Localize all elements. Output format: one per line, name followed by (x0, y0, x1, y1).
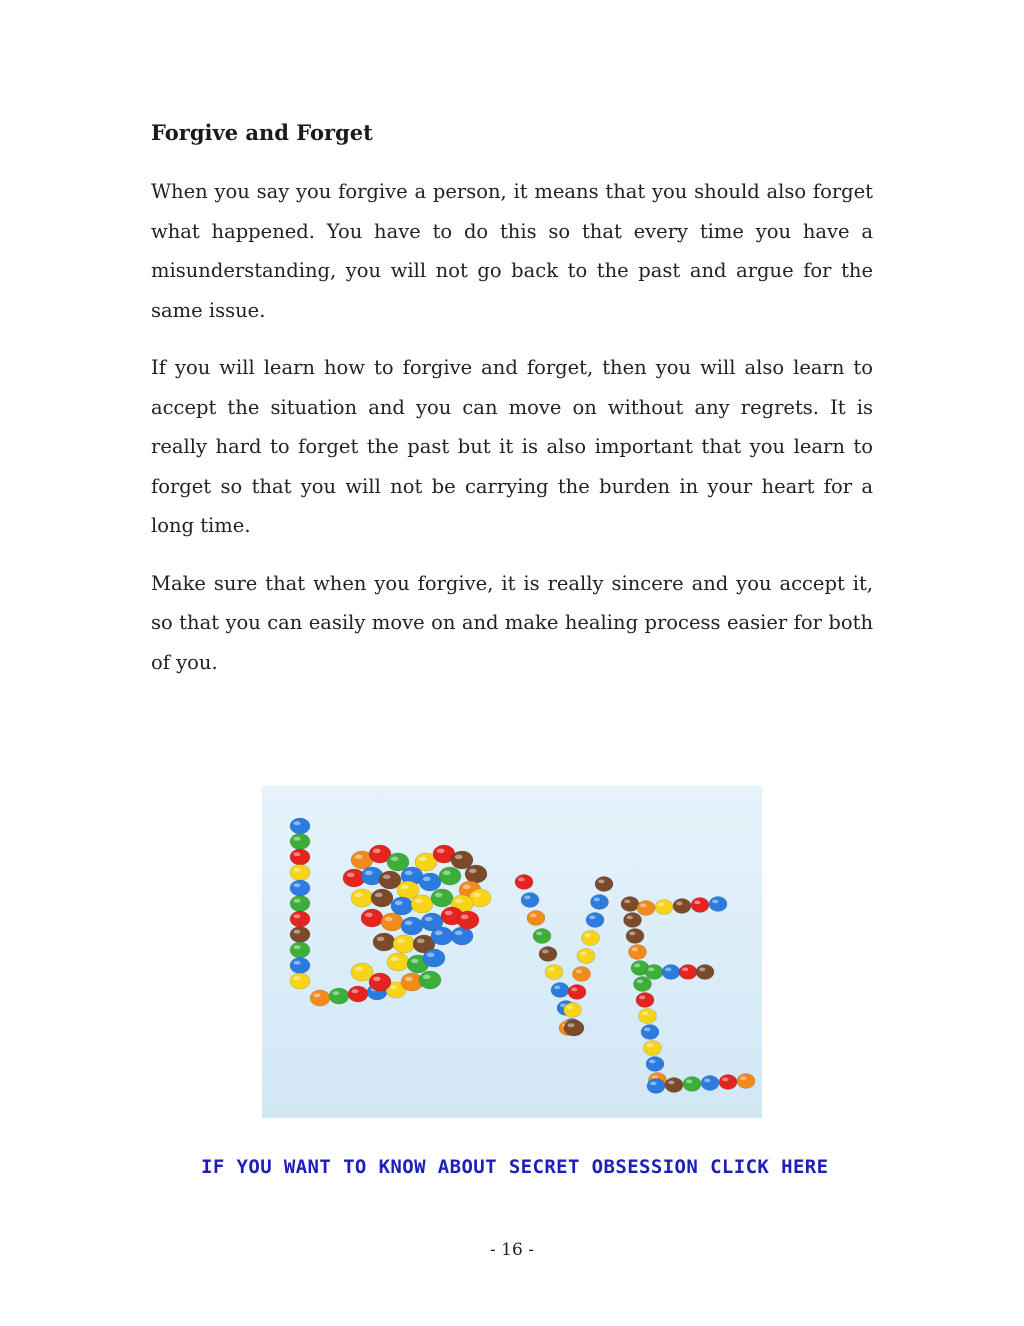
candy-highlight (415, 899, 423, 904)
body-text (151, 172, 873, 700)
candy-highlight (352, 989, 359, 993)
candy-highlight (634, 964, 640, 968)
candy (515, 875, 533, 890)
candy-highlight (385, 917, 393, 922)
candy-highlight (423, 877, 431, 882)
candy (636, 993, 654, 1008)
candy-highlight (405, 871, 413, 876)
candy (639, 1009, 657, 1024)
candy (451, 927, 473, 945)
candy (545, 965, 563, 980)
candy-highlight (314, 993, 321, 997)
candy (626, 929, 644, 944)
candy-highlight (294, 930, 301, 934)
candy-highlight (542, 950, 548, 954)
candy (290, 849, 310, 865)
candy-highlight (632, 948, 638, 952)
candy (641, 1025, 659, 1040)
candy-highlight (397, 939, 405, 944)
candy-highlight (294, 945, 301, 949)
candy (465, 865, 487, 883)
candy (577, 949, 595, 964)
candy-highlight (576, 970, 582, 974)
candy-highlight (658, 903, 664, 907)
candy-highlight (536, 932, 542, 936)
candy-highlight (427, 953, 435, 958)
candy-highlight (644, 1028, 650, 1032)
candy-highlight (395, 901, 403, 906)
candy-highlight (294, 852, 301, 856)
candy-highlight (294, 837, 301, 841)
candy (371, 889, 393, 907)
candy (290, 818, 310, 834)
candy-highlight (333, 991, 340, 995)
candy-highlight (383, 875, 391, 880)
candy (290, 973, 310, 989)
candy-highlight (373, 849, 381, 854)
candy (644, 1041, 662, 1056)
candy-highlight (294, 821, 301, 825)
candy (595, 877, 613, 892)
candy (290, 942, 310, 958)
candy (290, 834, 310, 850)
paragraph: When you say you forgive a person, it means that you should also forget what happened. You have to do this so that every time you have a misunderstanding, you will not go back to the past and argue for the same issue. (151, 180, 873, 322)
candy (662, 965, 680, 980)
candy-highlight (676, 902, 682, 906)
candy-highlight (686, 1080, 692, 1084)
candy-highlight (598, 880, 604, 884)
candy (634, 977, 652, 992)
candy (673, 899, 691, 914)
candy-highlight (740, 1077, 746, 1081)
candy-highlight (650, 1082, 656, 1086)
candy-highlight (647, 1044, 653, 1048)
candy (621, 897, 639, 912)
candy-highlight (712, 900, 718, 904)
love-candies-image (262, 786, 762, 1118)
candy-highlight (649, 1060, 655, 1064)
candy-highlight (469, 869, 477, 874)
candy-highlight (391, 857, 399, 862)
candy-highlight (624, 900, 630, 904)
candy (719, 1075, 737, 1090)
candy (568, 985, 586, 1000)
candy-highlight (580, 952, 586, 956)
candy (737, 1074, 755, 1089)
candy-highlight (355, 855, 363, 860)
candy-highlight (425, 917, 433, 922)
candy (290, 911, 310, 927)
candy (564, 1020, 584, 1036)
candy (431, 889, 453, 907)
candy (679, 965, 697, 980)
secret-obsession-link[interactable]: IF YOU WANT TO KNOW ABOUT SECRET OBSESSION CLICK HERE (201, 1156, 829, 1178)
candy-highlight (722, 1078, 728, 1082)
candy-highlight (639, 996, 645, 1000)
candy (329, 988, 349, 1004)
candy (701, 1076, 719, 1091)
candy (691, 898, 709, 913)
candy-highlight (665, 968, 671, 972)
candy (564, 1003, 582, 1018)
candy (624, 913, 642, 928)
candy-highlight (699, 968, 705, 972)
candy-highlight (294, 868, 301, 872)
candy (629, 945, 647, 960)
candy-highlight (347, 873, 355, 878)
candy (373, 933, 395, 951)
candy (655, 900, 673, 915)
paragraph: If you will learn how to forgive and forget, then you will also learn to accept the situation and you can move on without any regrets. It is really hard to forget the past but it is also important that you learn to forget so that you will not be carrying the burden in your heart for a long time. (151, 356, 873, 537)
candy (401, 917, 423, 935)
candy-highlight (455, 855, 463, 860)
candy-highlight (473, 893, 481, 898)
candy (573, 967, 591, 982)
candy (290, 880, 310, 896)
candy (683, 1077, 701, 1092)
candy-highlight (443, 871, 451, 876)
candy (709, 897, 727, 912)
candy-highlight (294, 961, 301, 965)
candy-highlight (391, 957, 399, 962)
candy (411, 895, 433, 913)
candy-highlight (640, 904, 646, 908)
candy-highlight (373, 977, 381, 982)
candy-highlight (294, 899, 301, 903)
candy (419, 971, 441, 989)
candy (361, 909, 383, 927)
candy-highlight (405, 977, 413, 982)
candy-highlight (455, 899, 463, 904)
candy (665, 1078, 683, 1093)
candy-highlight (629, 932, 635, 936)
candy-highlight (377, 937, 385, 942)
candy (351, 963, 373, 981)
candy-highlight (294, 976, 301, 980)
candy-highlight (294, 914, 301, 918)
candy-highlight (461, 915, 469, 920)
candy (290, 927, 310, 943)
candy-highlight (445, 911, 453, 916)
candy-highlight (589, 916, 595, 920)
candy-highlight (524, 896, 530, 900)
candy-highlight (548, 968, 554, 972)
candy-highlight (417, 939, 425, 944)
candy-highlight (594, 898, 600, 902)
candy-highlight (375, 893, 383, 898)
candy-highlight (455, 931, 463, 936)
candy (290, 958, 310, 974)
candy-highlight (571, 988, 577, 992)
candy (351, 889, 373, 907)
candy-highlight (585, 934, 591, 938)
candy (391, 897, 413, 915)
candy (696, 965, 714, 980)
candy (645, 965, 663, 980)
candy-highlight (648, 968, 654, 972)
candy (637, 901, 655, 916)
candy (387, 953, 409, 971)
candy (381, 913, 403, 931)
candy-highlight (355, 893, 363, 898)
candy-highlight (390, 985, 397, 989)
candy-highlight (411, 959, 419, 964)
candy (431, 927, 453, 945)
candy-highlight (668, 1081, 674, 1085)
candy-highlight (518, 878, 524, 882)
candy (647, 1079, 665, 1094)
candy (591, 895, 609, 910)
candy (527, 911, 545, 926)
candy-highlight (355, 967, 363, 972)
candy-highlight (401, 885, 409, 890)
candy (533, 929, 551, 944)
candy (310, 990, 330, 1006)
candy-highlight (642, 1012, 648, 1016)
candy-highlight (423, 975, 431, 980)
candy (457, 911, 479, 929)
candy (586, 913, 604, 928)
candy-highlight (463, 885, 471, 890)
candy (423, 949, 445, 967)
candy-highlight (435, 931, 443, 936)
section-heading: Forgive and Forget (151, 120, 373, 145)
candy-highlight (554, 986, 560, 990)
candy-highlight (419, 857, 427, 862)
candy-highlight (365, 913, 373, 918)
candy (439, 867, 461, 885)
candy-highlight (530, 914, 536, 918)
candy-highlight (704, 1079, 710, 1083)
candy (348, 986, 368, 1002)
candy-highlight (405, 921, 413, 926)
candy (393, 935, 415, 953)
candy (521, 893, 539, 908)
page-number: - 16 - (490, 1240, 534, 1260)
candy (290, 865, 310, 881)
candy-highlight (437, 849, 445, 854)
candy (419, 873, 441, 891)
candy-highlight (294, 883, 301, 887)
love-candies-illustration (262, 786, 762, 1118)
candy (551, 983, 569, 998)
candy (582, 931, 600, 946)
paragraph: Make sure that when you forgive, it is really sincere and you accept it, so that you can easily move on and make healing process easier for both of you. (151, 571, 873, 674)
candy-highlight (567, 1006, 573, 1010)
candy-highlight (694, 901, 700, 905)
candy-highlight (568, 1023, 575, 1027)
candy (646, 1057, 664, 1072)
candy (290, 896, 310, 912)
candy-highlight (637, 980, 643, 984)
candy-highlight (627, 916, 633, 920)
candy-highlight (435, 893, 443, 898)
candy-highlight (365, 871, 373, 876)
candy (539, 947, 557, 962)
candy-highlight (682, 968, 688, 972)
